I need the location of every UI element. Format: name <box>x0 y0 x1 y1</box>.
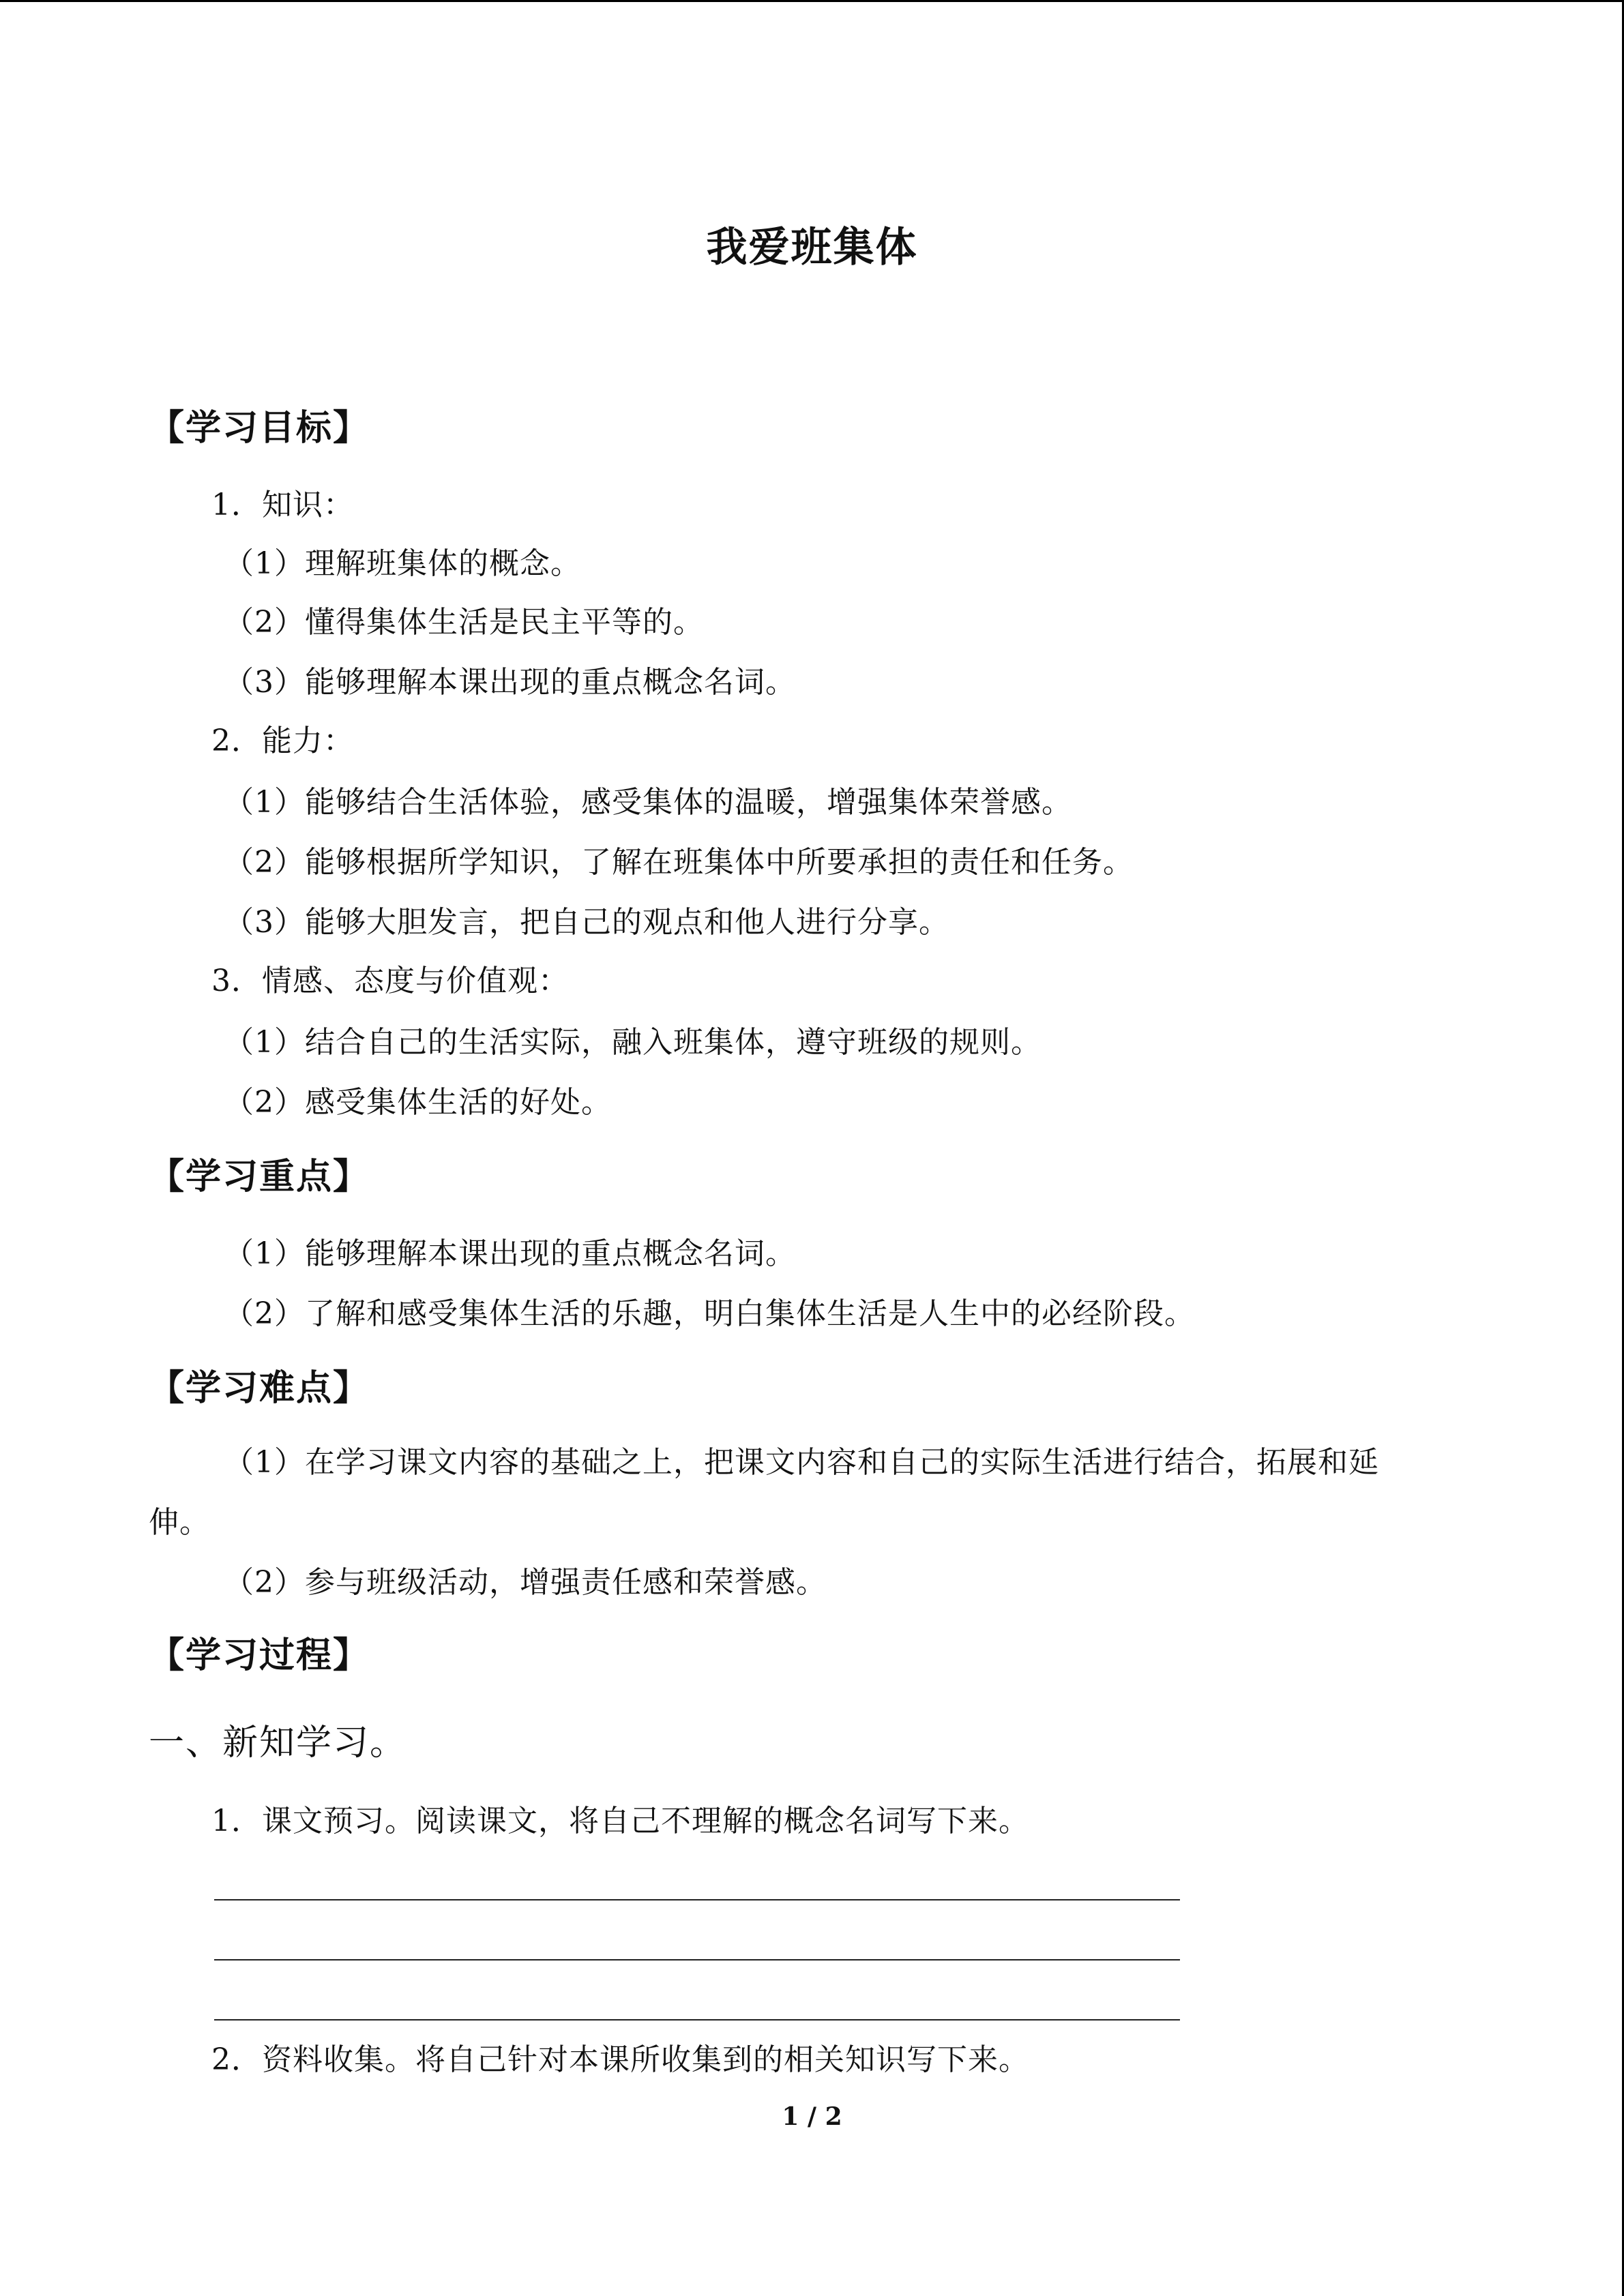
section-title: 一、新知学习。 <box>149 1723 407 1763</box>
key-point-item: （1）能够理解本课出现的重点概念名词。 <box>224 1236 796 1271</box>
process-heading: 【学习过程】 <box>149 1635 370 1676</box>
page-number: 1 / 2 <box>782 2102 842 2131</box>
answer-blank-line[interactable] <box>214 2019 1180 2021</box>
emotion-item: （2）感受集体生活的好处。 <box>224 1085 612 1120</box>
ability-item: （1）能够结合生活体验，感受集体的温暖，增强集体荣誉感。 <box>224 785 1072 820</box>
key-points-heading: 【学习重点】 <box>149 1157 370 1197</box>
knowledge-label: 1．知识： <box>211 488 354 522</box>
emotion-label: 3．情感、态度与价值观： <box>211 964 569 998</box>
page-title: 我爱班集体 <box>706 224 918 271</box>
difficulty-item-continuation: 伸。 <box>149 1505 210 1540</box>
emotion-item: （1）结合自己的生活实际，融入班集体，遵守班级的规则。 <box>224 1025 1042 1060</box>
key-point-item: （2）了解和感受集体生活的乐趣，明白集体生活是人生中的必经阶段。 <box>224 1296 1195 1331</box>
knowledge-item: （1）理解班集体的概念。 <box>224 546 581 581</box>
answer-blank-line[interactable] <box>214 1899 1180 1900</box>
answer-blank-line[interactable] <box>214 1959 1180 1960</box>
task-item: 2．资料收集。将自己针对本课所收集到的相关知识写下来。 <box>211 2042 1029 2077</box>
difficulty-item: （2）参与班级活动，增强责任感和荣誉感。 <box>224 1565 827 1600</box>
ability-item: （2）能够根据所学知识，了解在班集体中所要承担的责任和任务。 <box>224 845 1134 880</box>
difficulties-heading: 【学习难点】 <box>149 1368 370 1409</box>
task-item: 1．课文预习。阅读课文，将自己不理解的概念名词写下来。 <box>211 1804 1029 1838</box>
objectives-heading: 【学习目标】 <box>149 408 370 449</box>
knowledge-item: （3）能够理解本课出现的重点概念名词。 <box>224 665 796 700</box>
difficulty-item: （1）在学习课文内容的基础之上，把课文内容和自己的实际生活进行结合，拓展和延 <box>224 1445 1379 1480</box>
knowledge-item: （2）懂得集体生活是民主平等的。 <box>224 605 704 640</box>
ability-label: 2．能力： <box>211 724 354 758</box>
ability-item: （3）能够大胆发言，把自己的观点和他人进行分享。 <box>224 905 949 940</box>
